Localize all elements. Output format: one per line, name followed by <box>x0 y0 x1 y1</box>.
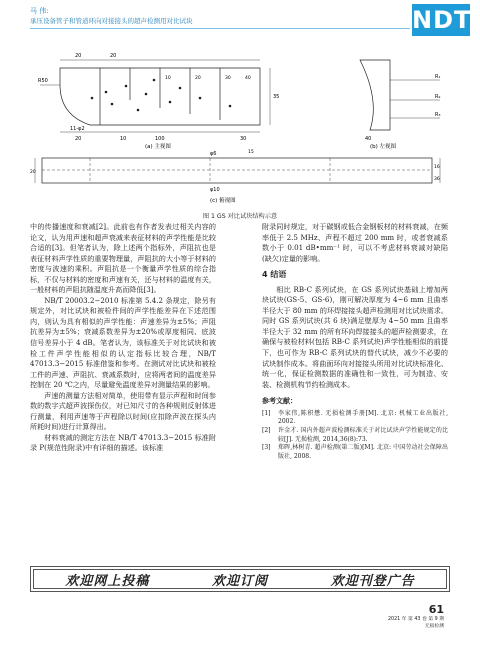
promo-banner-inner <box>33 569 447 589</box>
section-heading-conclusion: 4 结语 <box>262 270 287 280</box>
side-view-outline <box>360 60 390 130</box>
dim-20-c: 20 <box>75 136 82 142</box>
left-paragraph-3: 声速的测量方法相对简单，使用带有显示声程和时间参数的数字式超声波探伤仪，对已知尺寸的各种规则反射体进行测量，利用声速等于声程除以时间(应扣除声波在探头内所耗时间)进行计算得出。 <box>30 390 216 432</box>
dim-v30: 30 <box>225 76 231 81</box>
sublabel-b: (b) 左视图 <box>370 144 397 150</box>
dim-100: 100 <box>155 136 165 142</box>
reference-item <box>262 410 448 427</box>
dim-20-a: 20 <box>75 53 82 59</box>
banner-subscribe: 欢迎订阅 <box>211 573 268 589</box>
sublabel-a: (a) 主视图 <box>145 144 171 150</box>
dim-40: 40 <box>365 136 372 142</box>
reference-text: 许金才. 国内外超声波检测标准关于对比试块声学性能规定的比较[J]. 无损检测, 2014,36(8):73. <box>278 426 448 443</box>
dim-15: 15 <box>248 150 254 155</box>
reference-number: [3] <box>262 444 271 452</box>
dim-10: 10 <box>120 136 127 142</box>
dim-r2: R₂ <box>435 94 441 100</box>
header-rule <box>30 28 410 29</box>
dim-v20: 20 <box>195 76 201 81</box>
dim-r50: R50 <box>38 78 48 84</box>
reference-number: [1] <box>262 409 271 417</box>
page-header <box>0 0 480 40</box>
left-paragraph-2: NB/T 20003.2−2010 标准第 5.4.2 条规定，除另有规定外，对比试块和被检件间的声学性能差异在下述范围内，则认为具有相似的声学性能：声速差异为±5%；声阻抗差异为±5%；衰减系数差异为±20%或厚度相同、底波信号差异小于 4 dB。笔者认为，该标准关于对比试块和被检工件声学性能相似的认定指标比较合理，NB/T 47013.3−2015 标准借鉴和参考。在测试对比试块和被检工件的声速、声阻抗、衰减系数时，应将两者间的温度差异控制在 20 ℃之内，尽量避免温度差异对测量结果的影响。 <box>30 295 216 390</box>
reference-text: 郑晖,林树青. 超声检测(第二版)[M]. 北京: 中国劳动社会保障出版社, 2008. <box>278 444 448 460</box>
right-paragraph-2: 相比 RB-C 系列试块，在 GS 系列试块基础上增加两块试块(GS-5、GS-6)，刚可解决厚度为 4~6 mm 且曲率半径大于 80 mm 的环焊接接头超声检测用对比试块需求。同时 GS 系列试块(共 6 块)满足壁厚为 4~50 mm 且曲率半径大于 32 mm 的所有环向焊接接头的超声检测要求，在确保与被检材料(包括 RB-C 系列试块)声学性能相似的前提下，也可作为 RB-C 系列试块的替代试块，减少不必要的试块制作成本。将曲面环向对接接头所用对比试块标准化、统一化，保证检测数据的准确性和一致性，可为制造、安装、检测机构节约检测成本。 <box>262 284 448 389</box>
left-paragraph-4: 材料衰减的测定方法在 NB/T 47013.3−2015 标准附录 P(规范性附录)中有详细的描述。该标准 <box>30 432 216 453</box>
journal-name: 无损检测 <box>424 624 444 629</box>
reference-number: [2] <box>262 426 271 434</box>
figure-caption: 图 1 GS 对比试块结构示意 <box>202 213 278 220</box>
promo-banner <box>30 566 450 592</box>
dim-w16: 16 <box>434 165 440 170</box>
author-name: 马 伟: <box>30 7 49 15</box>
running-title: 承压设备管子和管道环向对接接头的超声检测用对比试块 <box>30 17 193 25</box>
right-column <box>262 222 448 461</box>
dim-phi6: φ6 <box>210 151 217 157</box>
ndt-logo: NDT <box>412 6 472 34</box>
sublabel-c: (c) 俯视图 <box>210 198 236 204</box>
dim-35: 35 <box>273 94 280 100</box>
references-heading: 参考文献： <box>262 397 297 406</box>
page-number: 61 <box>428 603 444 616</box>
reference-text: 李家伟,陈积懋. 无损检测手册[M]. 北京: 机械工业出版社, 2002. <box>278 409 448 426</box>
dim-r1: R₁ <box>435 74 441 80</box>
hole-label: 11-φ2 <box>70 126 85 132</box>
figure-drawing <box>30 40 450 210</box>
issue-info: 2021 年 第 43 卷 第 9 期 <box>387 617 444 622</box>
journal-meta <box>388 616 444 630</box>
dim-w20: 20 <box>30 170 36 175</box>
figure-1 <box>30 40 450 210</box>
dim-phi10: φ10 <box>210 187 220 193</box>
banner-advertise: 欢迎刊登广告 <box>330 573 415 589</box>
dim-20-b: 20 <box>110 53 117 59</box>
dim-r3: R₃ <box>435 112 441 118</box>
dim-v10: 10 <box>165 76 171 81</box>
dim-30: 30 <box>240 136 247 142</box>
top-view-outline <box>42 158 432 183</box>
banner-submit-online: 欢迎网上投稿 <box>65 573 150 589</box>
dim-w36: 36 <box>434 177 440 182</box>
reference-item <box>262 444 448 461</box>
right-paragraph-1: 附录同时规定，对于碳钢或低合金钢板材的材料衰减，在频率低于 2.5 MHz、声程不超过 200 mm 时，或者衰减系数小于 0.01 dB•mm⁻¹ 时，可以不考虑材料衰减对缺陷(缺欠)定量的影响。 <box>262 222 448 263</box>
reference-item <box>262 427 448 444</box>
left-column <box>30 222 216 454</box>
left-paragraph-1: 中的传播速度和衰减[2]。此前也有作者发表过相关内容的论文，认为用声速和超声衰减来表征材料的声学性能是比较合适的[3]。但笔者认为，除上述两个指标外，声阻抗也是表征材料声学性质的重要物理量，声阻抗的大小等于材料的密度与波速的乘积。声阻抗是一个衡量声学性质的综合指标，不仅与材料的密度和声速有关，还与材料的温度有关，一般材料的声阻抗随温度升高而降低[3]。 <box>30 222 216 295</box>
dim-v40: 40 <box>245 76 251 81</box>
